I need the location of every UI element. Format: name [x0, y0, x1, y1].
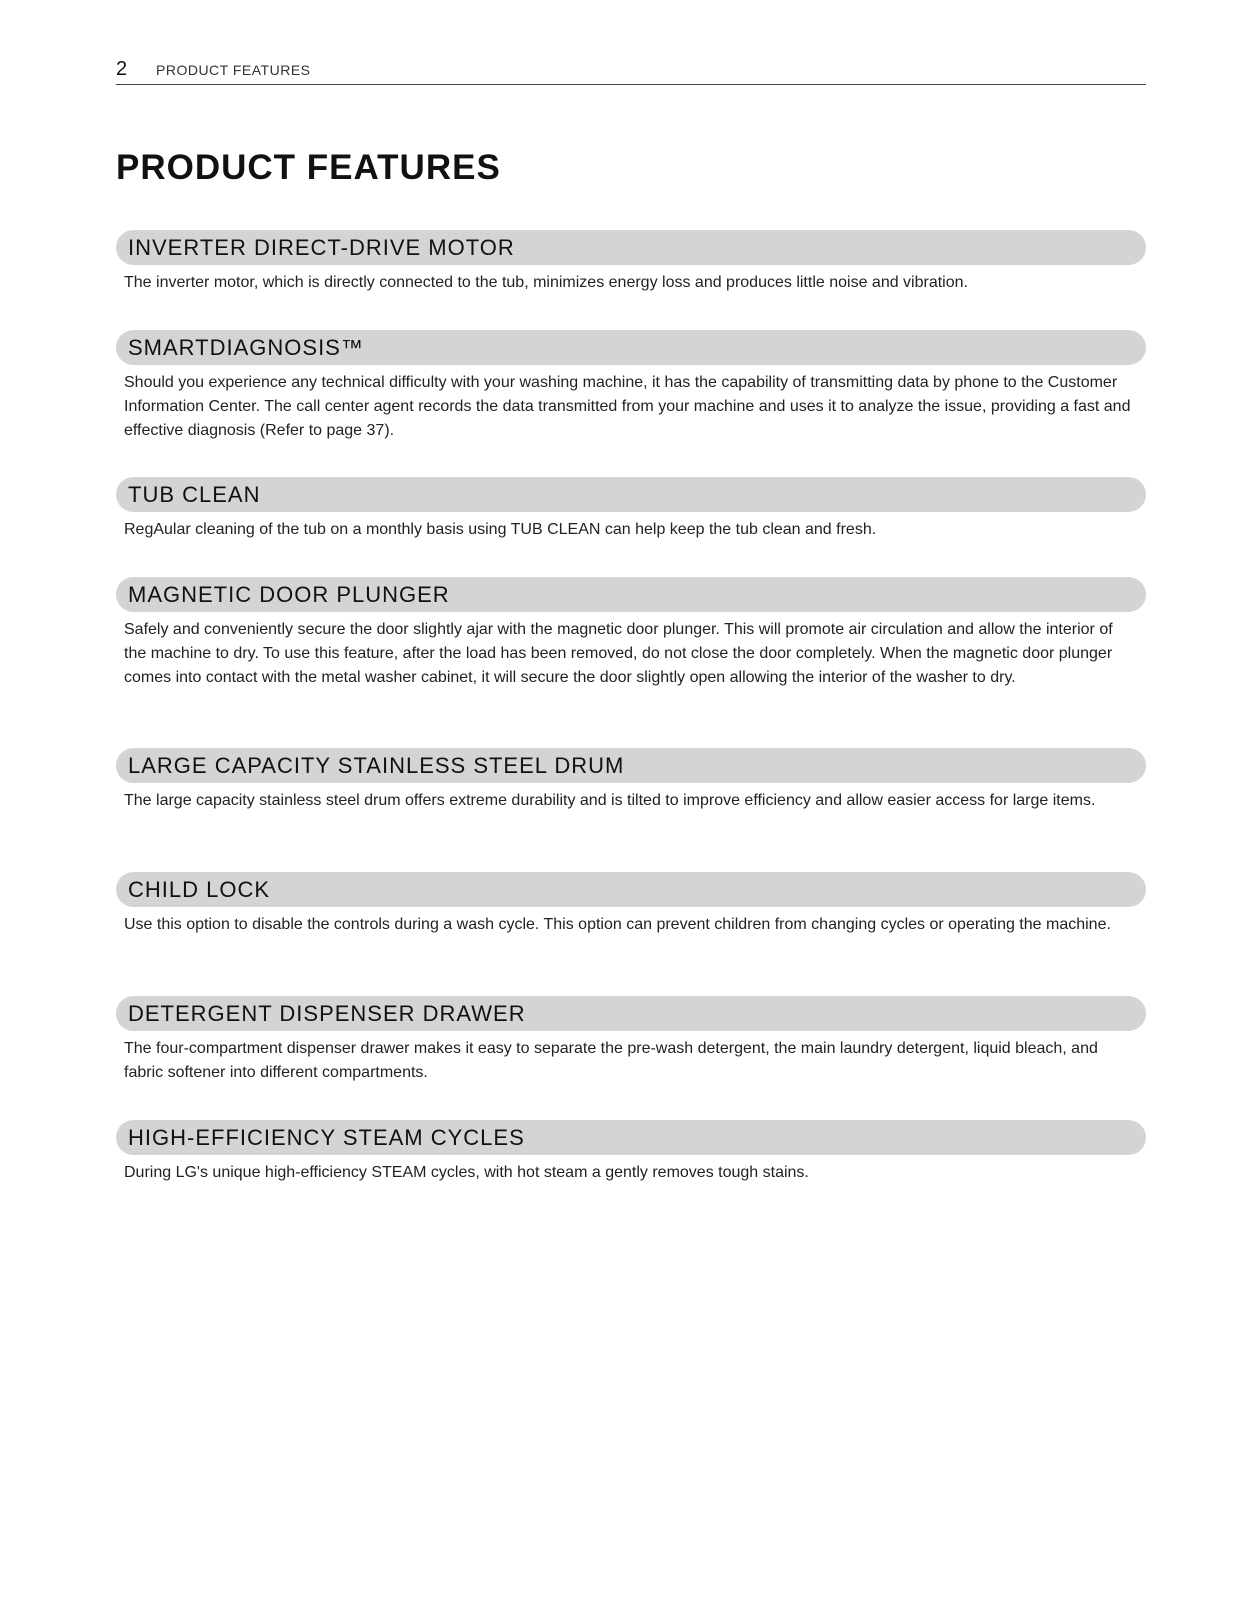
section-heading: INVERTER DIRECT-DRIVE MOTOR: [116, 230, 1146, 265]
feature-tub-clean: [116, 477, 1146, 577]
section-heading: CHILD LOCK: [116, 872, 1146, 907]
section-body: Should you experience any technical difficulty with your washing machine, it has the capability of transmitting data by phone to the Customer Information Center. The call center agent records the data transmitted from your machine and uses it to analyze the issue, providing a fast and effective diagnosis (Refer to page 37).: [124, 374, 1131, 439]
page-number: 2: [116, 58, 128, 80]
running-title: PRODUCT FEATURES: [156, 62, 311, 78]
section-body: RegAular cleaning of the tub on a monthly basis using TUB CLEAN can help keep the tub clean and fresh.: [124, 521, 877, 538]
running-header: [116, 58, 1146, 85]
section-body: Use this option to disable the controls during a wash cycle. This option can prevent children from changing cycles or operating the machine.: [124, 916, 1111, 933]
section-heading: LARGE CAPACITY STAINLESS STEEL DRUM: [116, 748, 1146, 783]
section-body: The four-compartment dispenser drawer makes it easy to separate the pre-wash detergent, the main laundry detergent, liquid bleach, and fabric softener into different compartments.: [124, 1040, 1098, 1081]
feature-detergent-drawer: [116, 996, 1146, 1120]
feature-list: [116, 230, 1146, 1190]
section-body: During LG's unique high-efficiency STEAM cycles, with hot steam a gently removes tough stains.: [124, 1164, 809, 1181]
feature-magnetic-door-plunger: [116, 577, 1146, 748]
section-body: Safely and conveniently secure the door slightly ajar with the magnetic door plunger. This will promote air circulation and allow the interior of the machine to dry. To use this feature, after the load has been removed, do not close the door completely. When the magnetic door plunger comes into contact with the metal washer cabinet, it will secure the door slightly open allowing the interior of the washer to dry.: [124, 621, 1113, 686]
feature-stainless-drum: [116, 748, 1146, 872]
section-heading: SMARTDIAGNOSIS™: [116, 330, 1146, 365]
section-body: The large capacity stainless steel drum offers extreme durability and is tilted to improve efficiency and allow easier access for large items.: [124, 792, 1096, 809]
feature-child-lock: [116, 872, 1146, 996]
section-body: The inverter motor, which is directly connected to the tub, minimizes energy loss and produces little noise and vibration.: [124, 274, 968, 291]
feature-smartdiagnosis: [116, 330, 1146, 477]
section-heading: HIGH-EFFICIENCY STEAM CYCLES: [116, 1120, 1146, 1155]
section-heading: DETERGENT DISPENSER DRAWER: [116, 996, 1146, 1031]
feature-inverter-motor: [116, 230, 1146, 330]
feature-steam-cycles: [116, 1120, 1146, 1190]
section-heading: TUB CLEAN: [116, 477, 1146, 512]
section-heading: MAGNETIC DOOR PLUNGER: [116, 577, 1146, 612]
page-title: PRODUCT FEATURES: [116, 148, 501, 187]
